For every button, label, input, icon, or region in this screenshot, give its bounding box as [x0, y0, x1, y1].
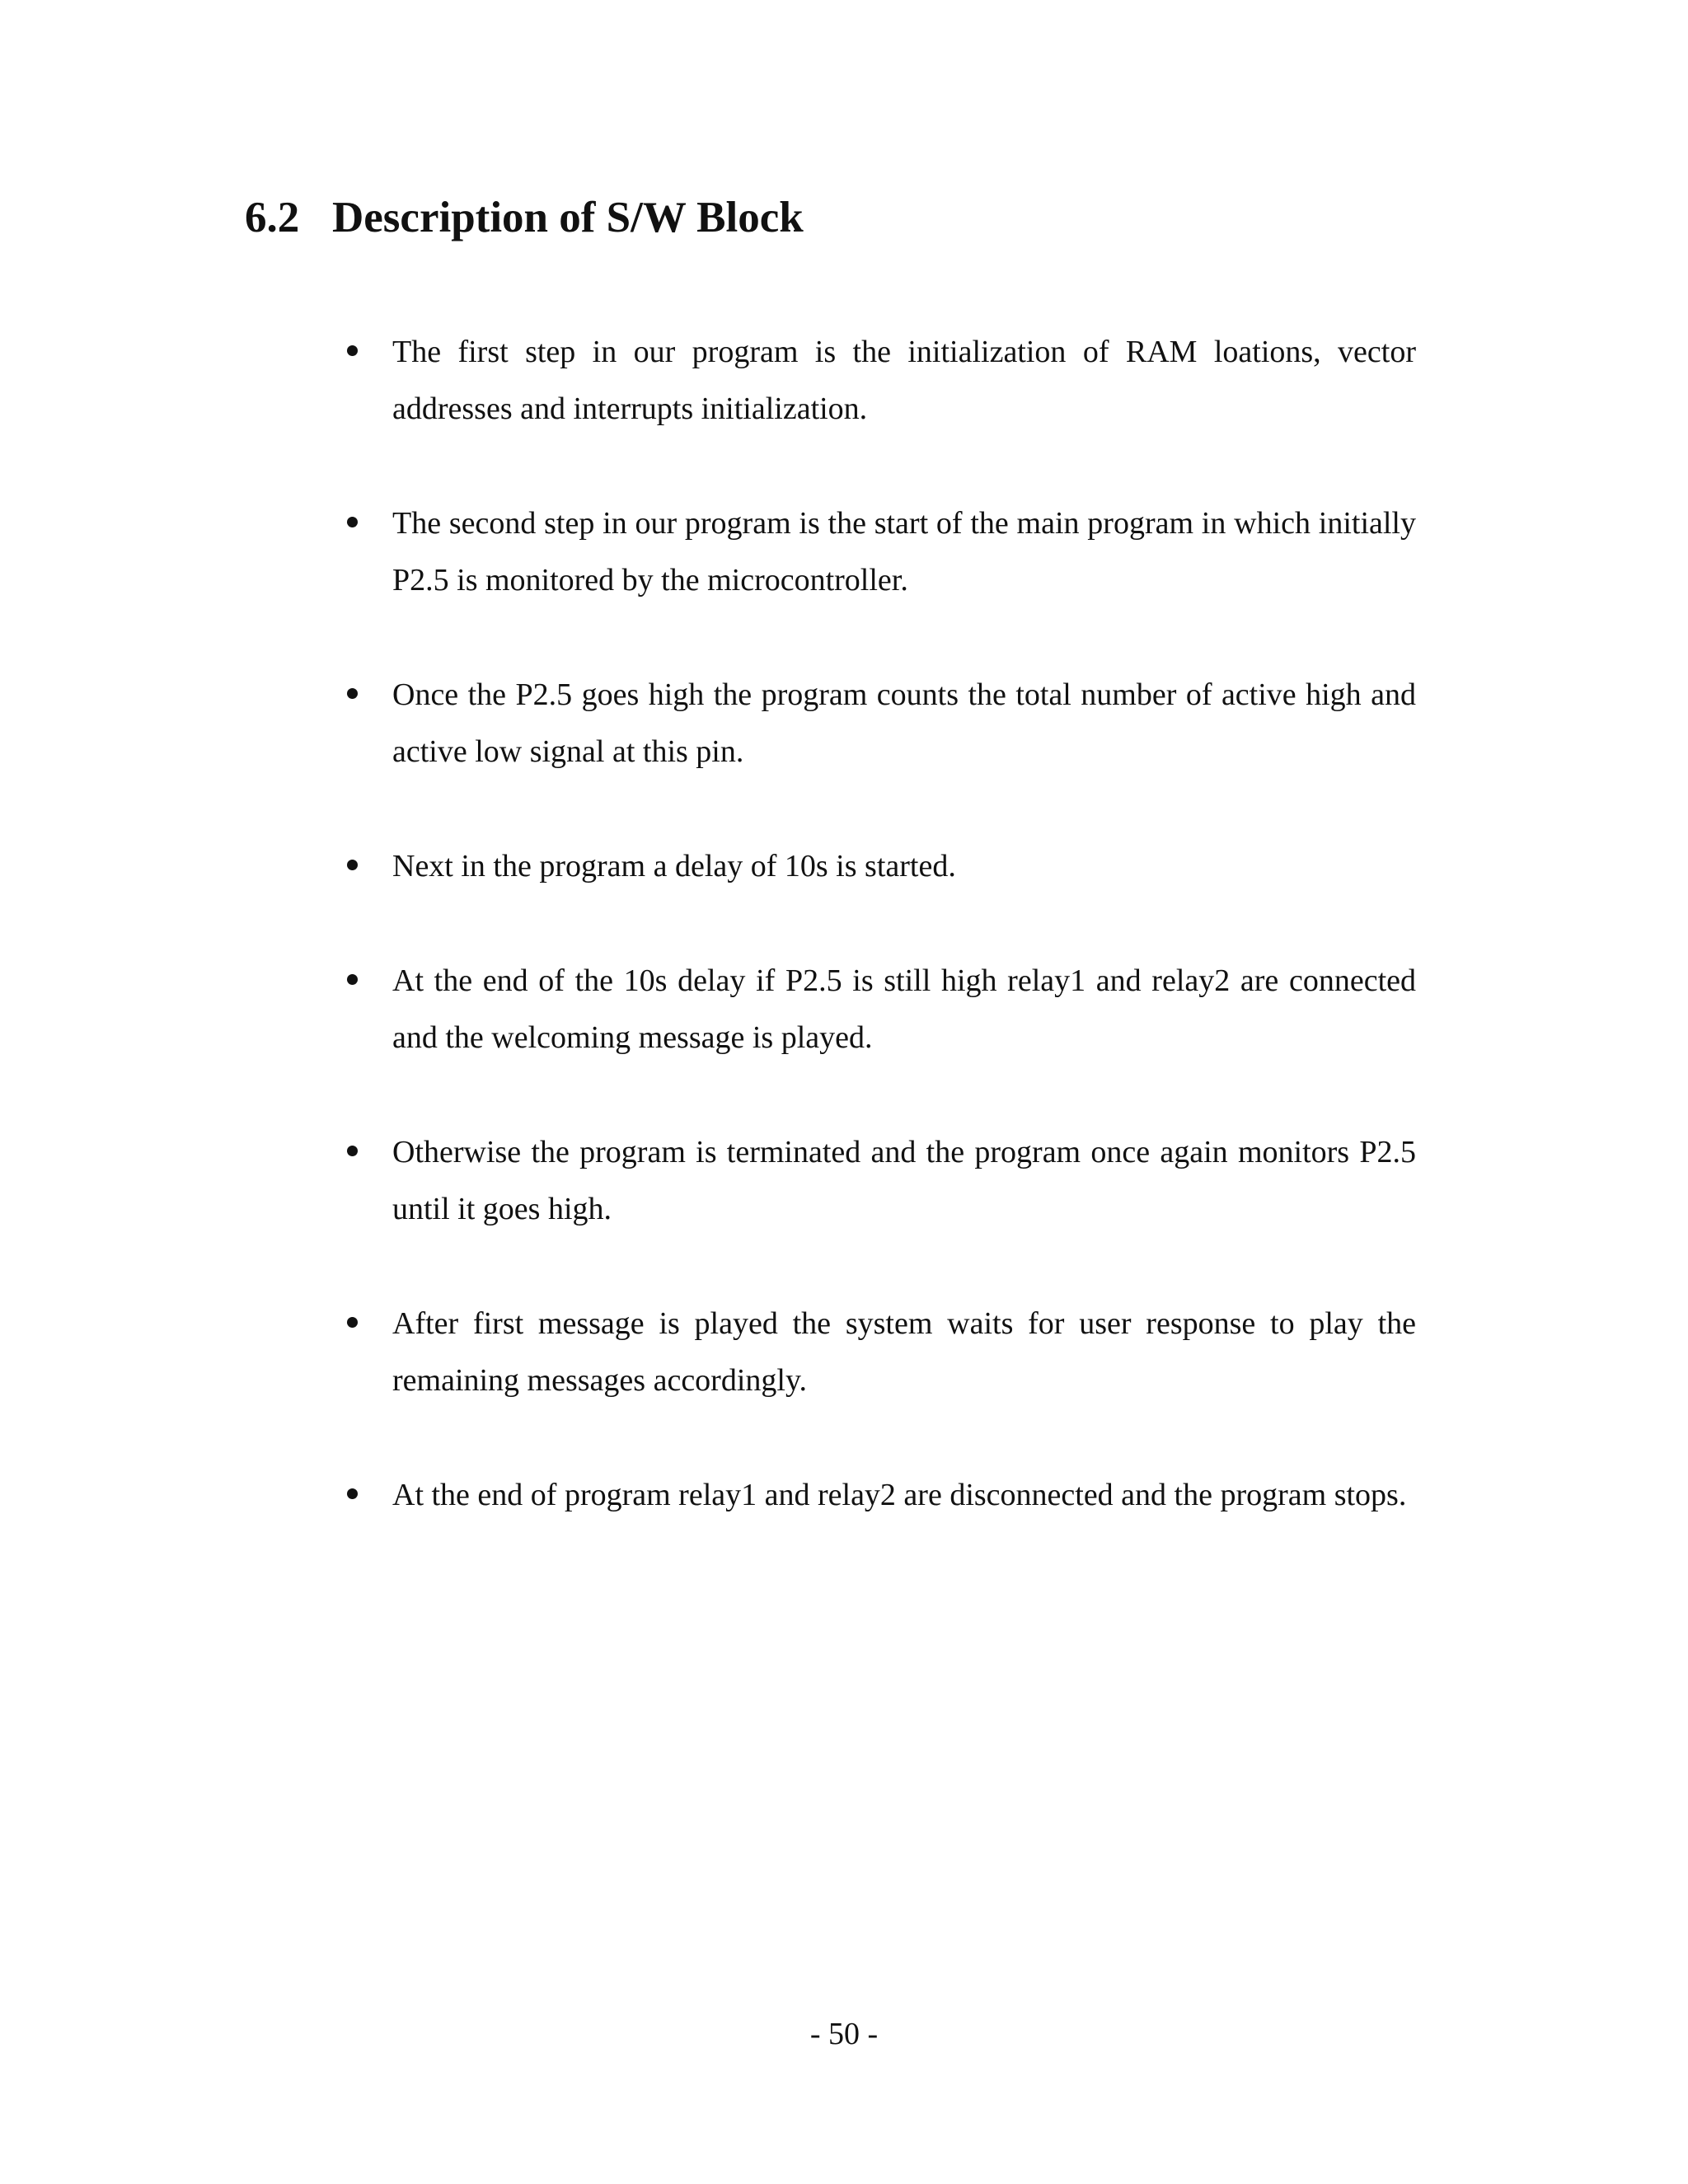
bullet-icon [347, 1317, 358, 1328]
bullet-icon [347, 517, 358, 527]
bullet-icon [347, 345, 358, 356]
list-item-text: The second step in our program is the start of the main program in which initially P2.5 is monitored by the microcontroller. [392, 506, 1416, 598]
list-item-text: Next in the program a delay of 10s is started. [392, 849, 956, 883]
list-item-text: Once the P2.5 goes high the program counts the total number of active high and active low signal at this pin. [392, 677, 1416, 769]
list-item-text: After first message is played the system waits for user response to play the remaining messages accordingly. [392, 1306, 1416, 1398]
list-item-text: At the end of program relay1 and relay2 are disconnected and the program stops. [392, 1478, 1407, 1512]
bullet-icon [347, 860, 358, 870]
bullet-icon [347, 1146, 358, 1156]
section-number: 6.2 [245, 194, 300, 241]
list-item-text: At the end of the 10s delay if P2.5 is still high relay1 and relay2 are connected and the welcoming message is played. [392, 963, 1416, 1055]
bullet-icon [347, 688, 358, 699]
list-item-text: Otherwise the program is terminated and the program once again monitors P2.5 until it goes high. [392, 1135, 1416, 1226]
section-heading [245, 191, 804, 244]
list-item-text: The first step in our program is the initialization of RAM loations, vector addresses and interrupts initialization. [392, 335, 1416, 426]
section-title: Description of S/W Block [332, 194, 804, 241]
bullet-icon [347, 974, 358, 985]
page-number: - 50 - [809, 2017, 879, 2051]
bullet-icon [347, 1488, 358, 1499]
